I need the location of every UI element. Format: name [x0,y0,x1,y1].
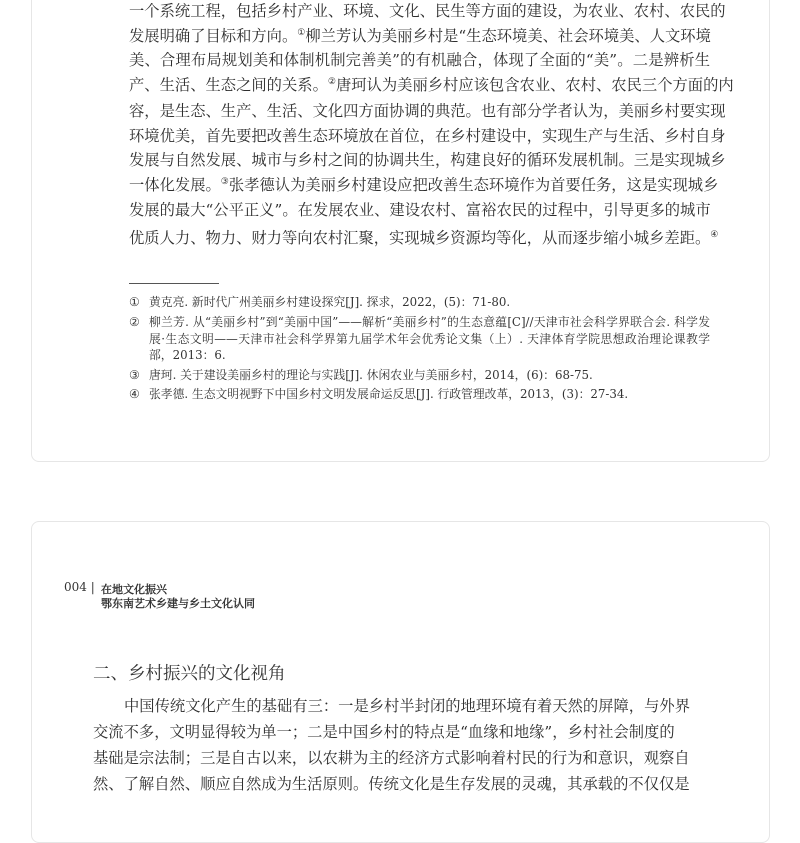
body-text: 优质人力、物力、财力等向农村汇聚，实现城乡资源均等化，从而逐步缩小城乡差距。 [129,229,711,247]
footnote [129,386,710,403]
footnote-text: 张孝德. 生态文明视野下中国乡村文明发展命运反思[J]. 行政管理改革，2013，(3)：27-34. [149,387,629,401]
page-number: 004 | [64,580,95,594]
footnote-ref[interactable]: ④ [710,230,719,240]
footnote-number: ③ [129,368,140,382]
body-line [129,228,719,248]
footnote-ref[interactable]: ② [327,77,336,87]
footnote-text: 唐珂. 关于建设美丽乡村的理论与实践[J]. 休闲农业与美丽乡村，2014，(6)：68-75. [149,368,593,382]
body-line: 中国传统文化产生的基础有三：一是乡村半封闭的地理环境有着天然的屏障，与外界 [124,697,690,715]
body-line [129,175,719,195]
body-line [129,75,734,95]
footnote-ref[interactable]: ③ [220,177,229,187]
body-line: 然、了解自然、顺应自然成为生活原则。传统文化是生存发展的灵魂，其承载的不仅仅是 [93,775,690,793]
document-page-1 [31,0,770,462]
body-text: 柳兰芳认为美丽乡村是“生态环境美、社会环境美、人文环境 [305,27,711,45]
document-page-2 [31,521,770,843]
body-line: 交流不多，文明显得较为单一；二是中国乡村的特点是“血缘和地缘”，乡村社会制度的 [93,723,675,741]
body-line: 美、合理布局规划美和体制机制完善美”的有机融合，体现了全面的“美”。二是辨析生 [129,51,710,69]
footnote [129,314,710,364]
footnote-text: 柳兰芳. 从“美丽乡村”到“美丽中国”——解析“美丽乡村”的生态意蕴[C]//天津市社会科学界联合会. 科学发展·生态文明——天津市社会科学界第九届学术年会优秀论文集（上）. 天津体育学院思想政治理论课教学部，2013：6. [149,315,710,362]
running-title: 在地文化振兴 [101,583,167,596]
body-line [129,26,710,46]
body-line: 一个系统工程，包括乡村产业、环境、文化、民生等方面的建设，为农业、农村、农民的 [129,2,726,20]
footnote [129,367,710,384]
body-text: 唐珂认为美丽乡村应该包含农业、农村、农民三个方面的内 [335,76,734,94]
footnote-divider [129,283,219,284]
body-line: 发展与自然发展、城市与乡村之间的协调共生，构建良好的循环发展机制。三是实现城乡 [129,151,726,169]
footnote-number: ① [129,295,140,309]
body-line: 发展的最大“公平正义”。在发展农业、建设农村、富裕农民的过程中，引导更多的城市 [129,201,711,219]
footnote-number: ④ [129,387,140,401]
footnote-text: 黄克亮. 新时代广州美丽乡村建设探究[J]. 探求，2022，(5)：71-80. [149,295,511,309]
section-heading: 二、乡村振兴的文化视角 [93,664,286,684]
body-line: 环境优美，首先要把改善生态环境放在首位，在乡村建设中，实现生产与生活、乡村自身 [129,127,726,145]
footnote [129,294,710,311]
body-text: 产、生活、生态之间的关系。 [129,76,328,94]
body-line: 基础是宗法制；三是自古以来，以农耕为主的经济方式影响着村民的行为和意识，观察自 [93,749,690,767]
body-line: 容，是生态、生产、生活、文化四方面协调的典范。也有部分学者认为，美丽乡村要实现 [129,102,726,120]
body-text: 张孝德认为美丽乡村建设应把改善生态环境作为首要任务，这是实现城乡 [228,176,719,194]
footnote-ref[interactable]: ① [297,28,306,38]
footnote-number: ② [129,315,140,329]
body-text: 一体化发展。 [129,176,221,194]
body-text: 发展明确了目标和方向。 [129,27,298,45]
running-subtitle: 鄂东南艺术乡建与乡土文化认同 [101,597,255,610]
